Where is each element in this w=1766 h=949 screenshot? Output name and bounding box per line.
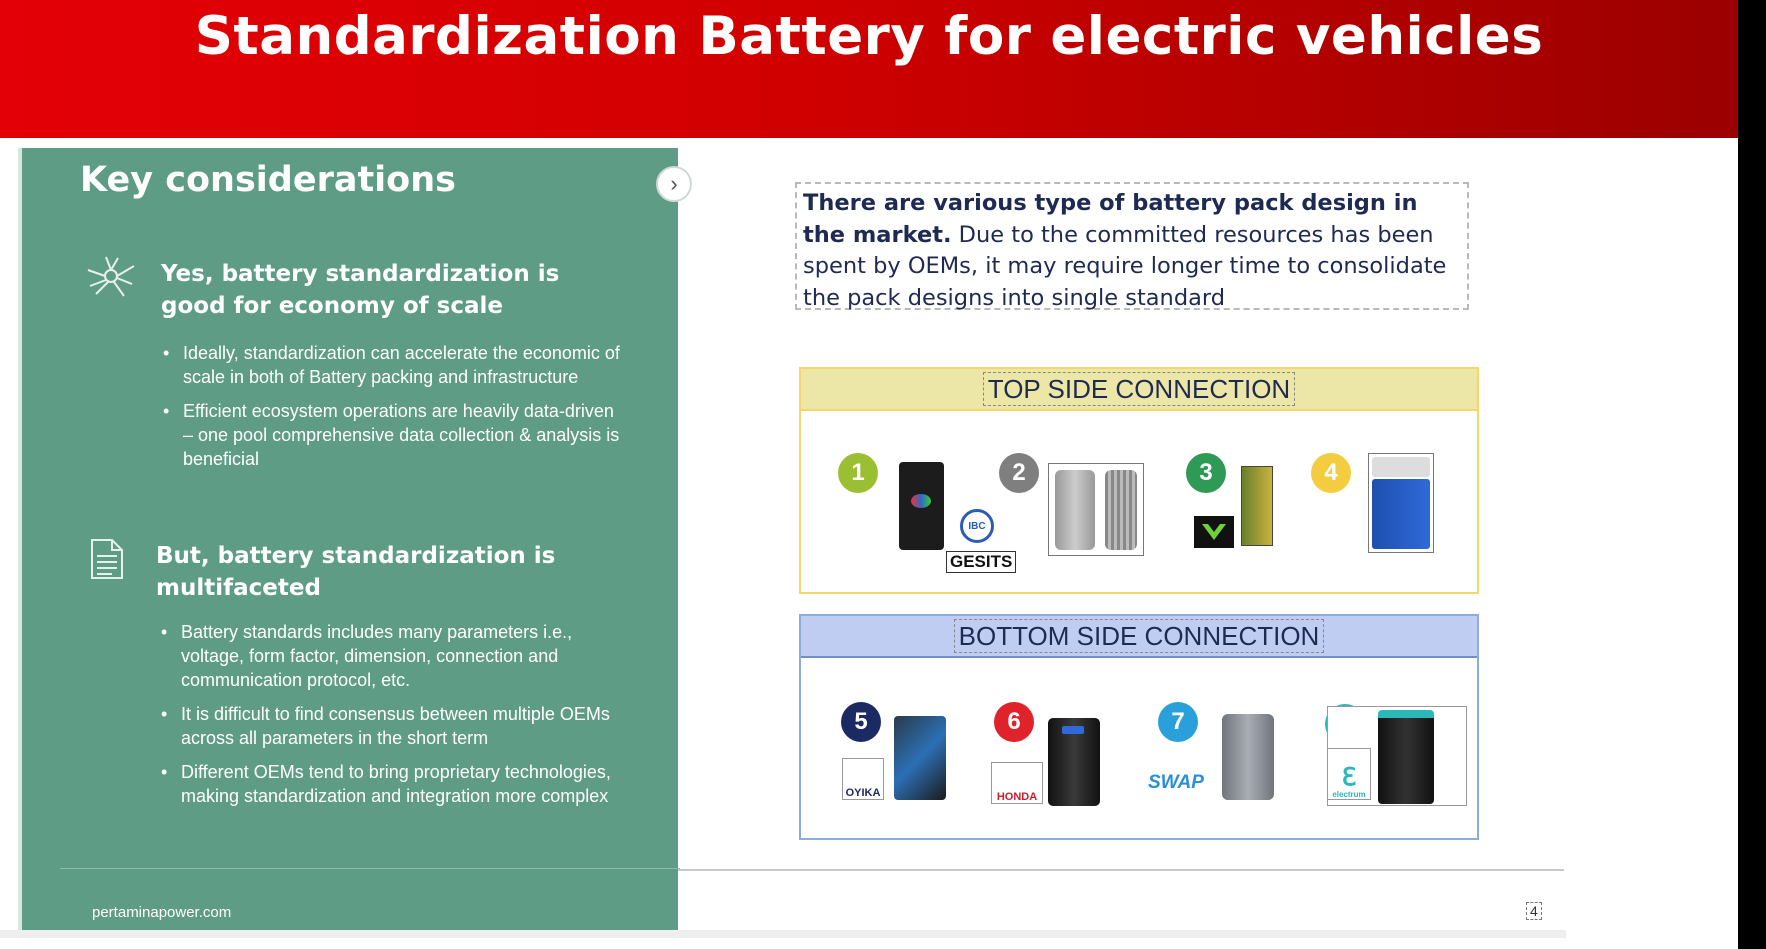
battery-pack-3 xyxy=(1241,466,1273,546)
battery-pack-1 xyxy=(899,462,944,550)
battery-pack-6 xyxy=(1048,718,1100,806)
gesits-logo: GESITS xyxy=(946,551,1016,573)
slide-title: Standardization Battery for electric vehicles xyxy=(194,6,1544,67)
network-icon xyxy=(84,254,138,300)
brand-v-logo xyxy=(1194,516,1234,548)
oyika-logo: OYIKA xyxy=(842,758,884,800)
battery-pack-7 xyxy=(1222,714,1274,800)
honda-logo: HONDA xyxy=(991,762,1043,804)
section1-bullet: • Ideally, standardization can accelerate the economic of scale in both of Battery packing and infrastructure xyxy=(161,341,623,389)
electrum-logo: ℇ electrum xyxy=(1327,748,1371,800)
swap-logo: SWAP xyxy=(1148,772,1204,793)
footer-url: pertaminapower.com xyxy=(92,904,232,921)
section1-bullets xyxy=(161,341,623,481)
battery-pack-2 xyxy=(1048,463,1144,556)
chevron-right-icon: › xyxy=(670,171,678,196)
electrum-mark-icon: ℇ xyxy=(1341,764,1357,791)
top-side-title: TOP SIDE CONNECTION xyxy=(983,372,1295,406)
item-number-3: 3 xyxy=(1186,453,1226,493)
item-number-4: 4 xyxy=(1311,453,1351,493)
description-rest: Due to the committed resources has been spent by OEMs, it may require longer time to consolidate the pack designs into single standard xyxy=(803,221,1447,311)
footer-rule xyxy=(678,869,1564,871)
bottom-side-header xyxy=(801,616,1477,658)
section2-bullets xyxy=(159,620,621,818)
item-number-2: 2 xyxy=(999,453,1039,493)
battery-pack-8 xyxy=(1378,710,1434,804)
section2-bullet: • Different OEMs tend to bring proprietary technologies, making standardization and integration more complex xyxy=(159,760,621,808)
section1-heading: Yes, battery standardization is good for economy of scale xyxy=(161,261,560,319)
item-number-5: 5 xyxy=(841,702,881,742)
item-number-7: 7 xyxy=(1158,702,1198,742)
document-icon xyxy=(90,538,124,580)
page-number: 4 xyxy=(1526,902,1542,920)
bottom-side-title: BOTTOM SIDE CONNECTION xyxy=(954,619,1325,653)
section2-bullet: • Battery standards includes many parameters i.e., voltage, form factor, dimension, connection and communication protocol, etc. xyxy=(159,620,621,692)
description-box xyxy=(795,182,1469,310)
top-side-header xyxy=(801,369,1477,411)
bottom-strip xyxy=(0,930,1566,938)
section2-bullet: • It is difficult to find consensus between multiple OEMs across all parameters in the short term xyxy=(159,702,621,750)
item-number-6: 6 xyxy=(994,702,1034,742)
battery-pack-5 xyxy=(894,716,946,800)
footer-divider xyxy=(60,868,680,869)
item-number-1: 1 xyxy=(838,453,878,493)
section1-bullet: • Efficient ecosystem operations are heavily data-driven – one pool comprehensive data collection & analysis is beneficial xyxy=(161,399,623,471)
key-considerations-title: Key considerations xyxy=(80,160,456,200)
next-arrow-button[interactable] xyxy=(656,166,692,202)
ibc-logo: IBC xyxy=(960,509,994,543)
battery-pack-4 xyxy=(1368,453,1434,553)
section2-heading: But, battery standardization is multifaceted xyxy=(156,543,556,601)
description-bold: There are various type of battery pack design in the market. xyxy=(803,190,1418,248)
